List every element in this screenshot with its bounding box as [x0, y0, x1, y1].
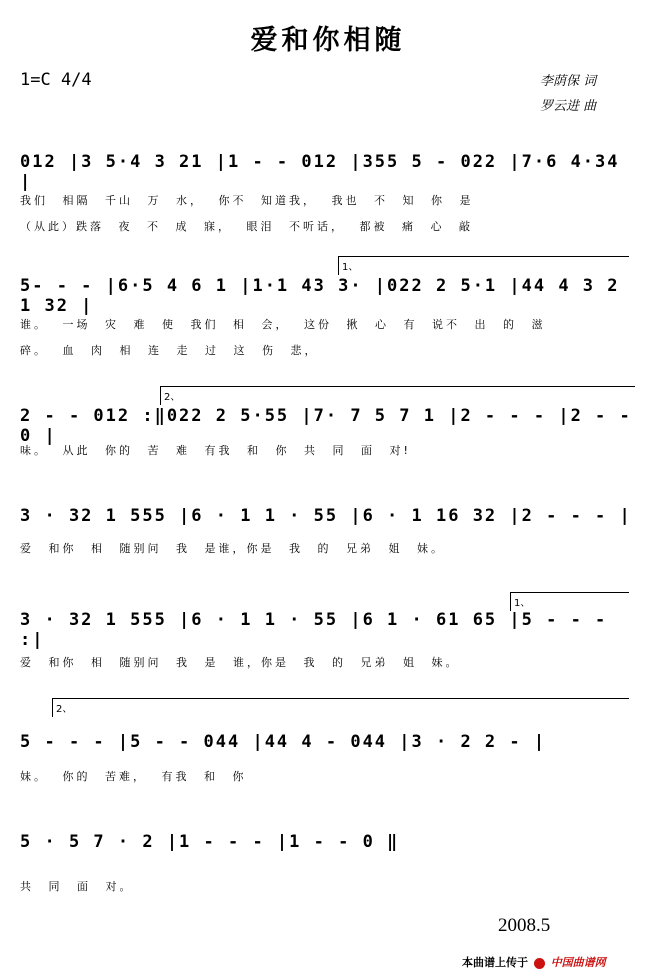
- staff-line-6: 5 - - - |5 - - 044 |44 4 - 044 |3 · 2 2 - |: [20, 732, 547, 752]
- composition-date: 2008.5: [498, 915, 551, 936]
- lyric-line-7: 共 同 面 对。: [20, 880, 134, 893]
- lyric-line-6: 妹。 你的 苦难， 有我 和 你: [20, 770, 247, 783]
- lyric-line-1-verse-1: 我们 相隔 千山 万 水， 你不 知道我， 我也 不 知 你 是: [20, 194, 474, 207]
- staff-line-2: 5- - - |6·5 4 6 1 |1·1 43 3· |022 2 5·1 |44 4 3 2 1 32 |: [20, 276, 620, 316]
- composer-credit: 罗云进 曲: [540, 99, 597, 114]
- staff-line-1: 012 |3 5·4 3 21 |1 - - 012 |355 5 - 022 |7·6 4·34 |: [20, 152, 620, 192]
- lyric-line-5: 爱 和你 相 随别问 我 是 谁，你是 我 的 兄弟 姐 妹。: [20, 656, 460, 669]
- upload-note: 本曲谱上传于: [462, 956, 528, 969]
- lyric-line-3: 味。 从此 你的 苦 难 有我 和 你 共 同 面 对!: [20, 444, 411, 457]
- volta-label: 2、: [56, 704, 73, 715]
- volta-bracket-4: [52, 698, 629, 717]
- site-name[interactable]: 中国曲谱网: [550, 956, 606, 969]
- staff-line-7: 5 · 5 7 · 2 |1 - - - |1 - - 0 ‖: [20, 832, 400, 852]
- upload-footer: [462, 954, 606, 970]
- qupu-logo-icon: [534, 958, 545, 969]
- volta-label: 1、: [342, 262, 359, 273]
- lyricist-credit: 李荫保 词: [540, 74, 597, 89]
- lyric-line-4: 爱 和你 相 随别问 我 是谁，你是 我 的 兄弟 姐 妹。: [20, 542, 445, 555]
- volta-label: 2、: [164, 392, 181, 403]
- volta-bracket-2: [160, 386, 635, 405]
- lyric-line-2-verse-2: 碎。 血 肉 相 连 走 过 这 伤 悲，: [20, 344, 319, 357]
- key-signature: 1=C 4/4: [20, 70, 92, 90]
- song-title: 爱和你相随: [250, 25, 406, 56]
- volta-bracket-3: [510, 592, 629, 611]
- lyric-line-1-verse-2: （从此）跌落 夜 不 成 寐， 眼泪 不听话， 都被 痛 心 敲: [20, 220, 473, 233]
- staff-line-3: 2 - - 012 :‖022 2 5·55 |7· 7 5 7 1 |2 - - - |2 - - 0 |: [20, 406, 632, 446]
- staff-line-5: 3 · 32 1 555 |6 · 1 1 · 55 |6 1 · 61 65 |5 - - - :|: [20, 610, 608, 650]
- volta-label: 1、: [514, 598, 531, 609]
- staff-line-4: 3 · 32 1 555 |6 · 1 1 · 55 |6 · 1 16 32 |2 - - - |: [20, 506, 632, 526]
- volta-bracket-1: [338, 256, 629, 275]
- lyric-line-2-verse-1: 谁。 一场 灾 难 使 我们 相 会， 这份 揪 心 有 说不 出 的 滋: [20, 318, 546, 331]
